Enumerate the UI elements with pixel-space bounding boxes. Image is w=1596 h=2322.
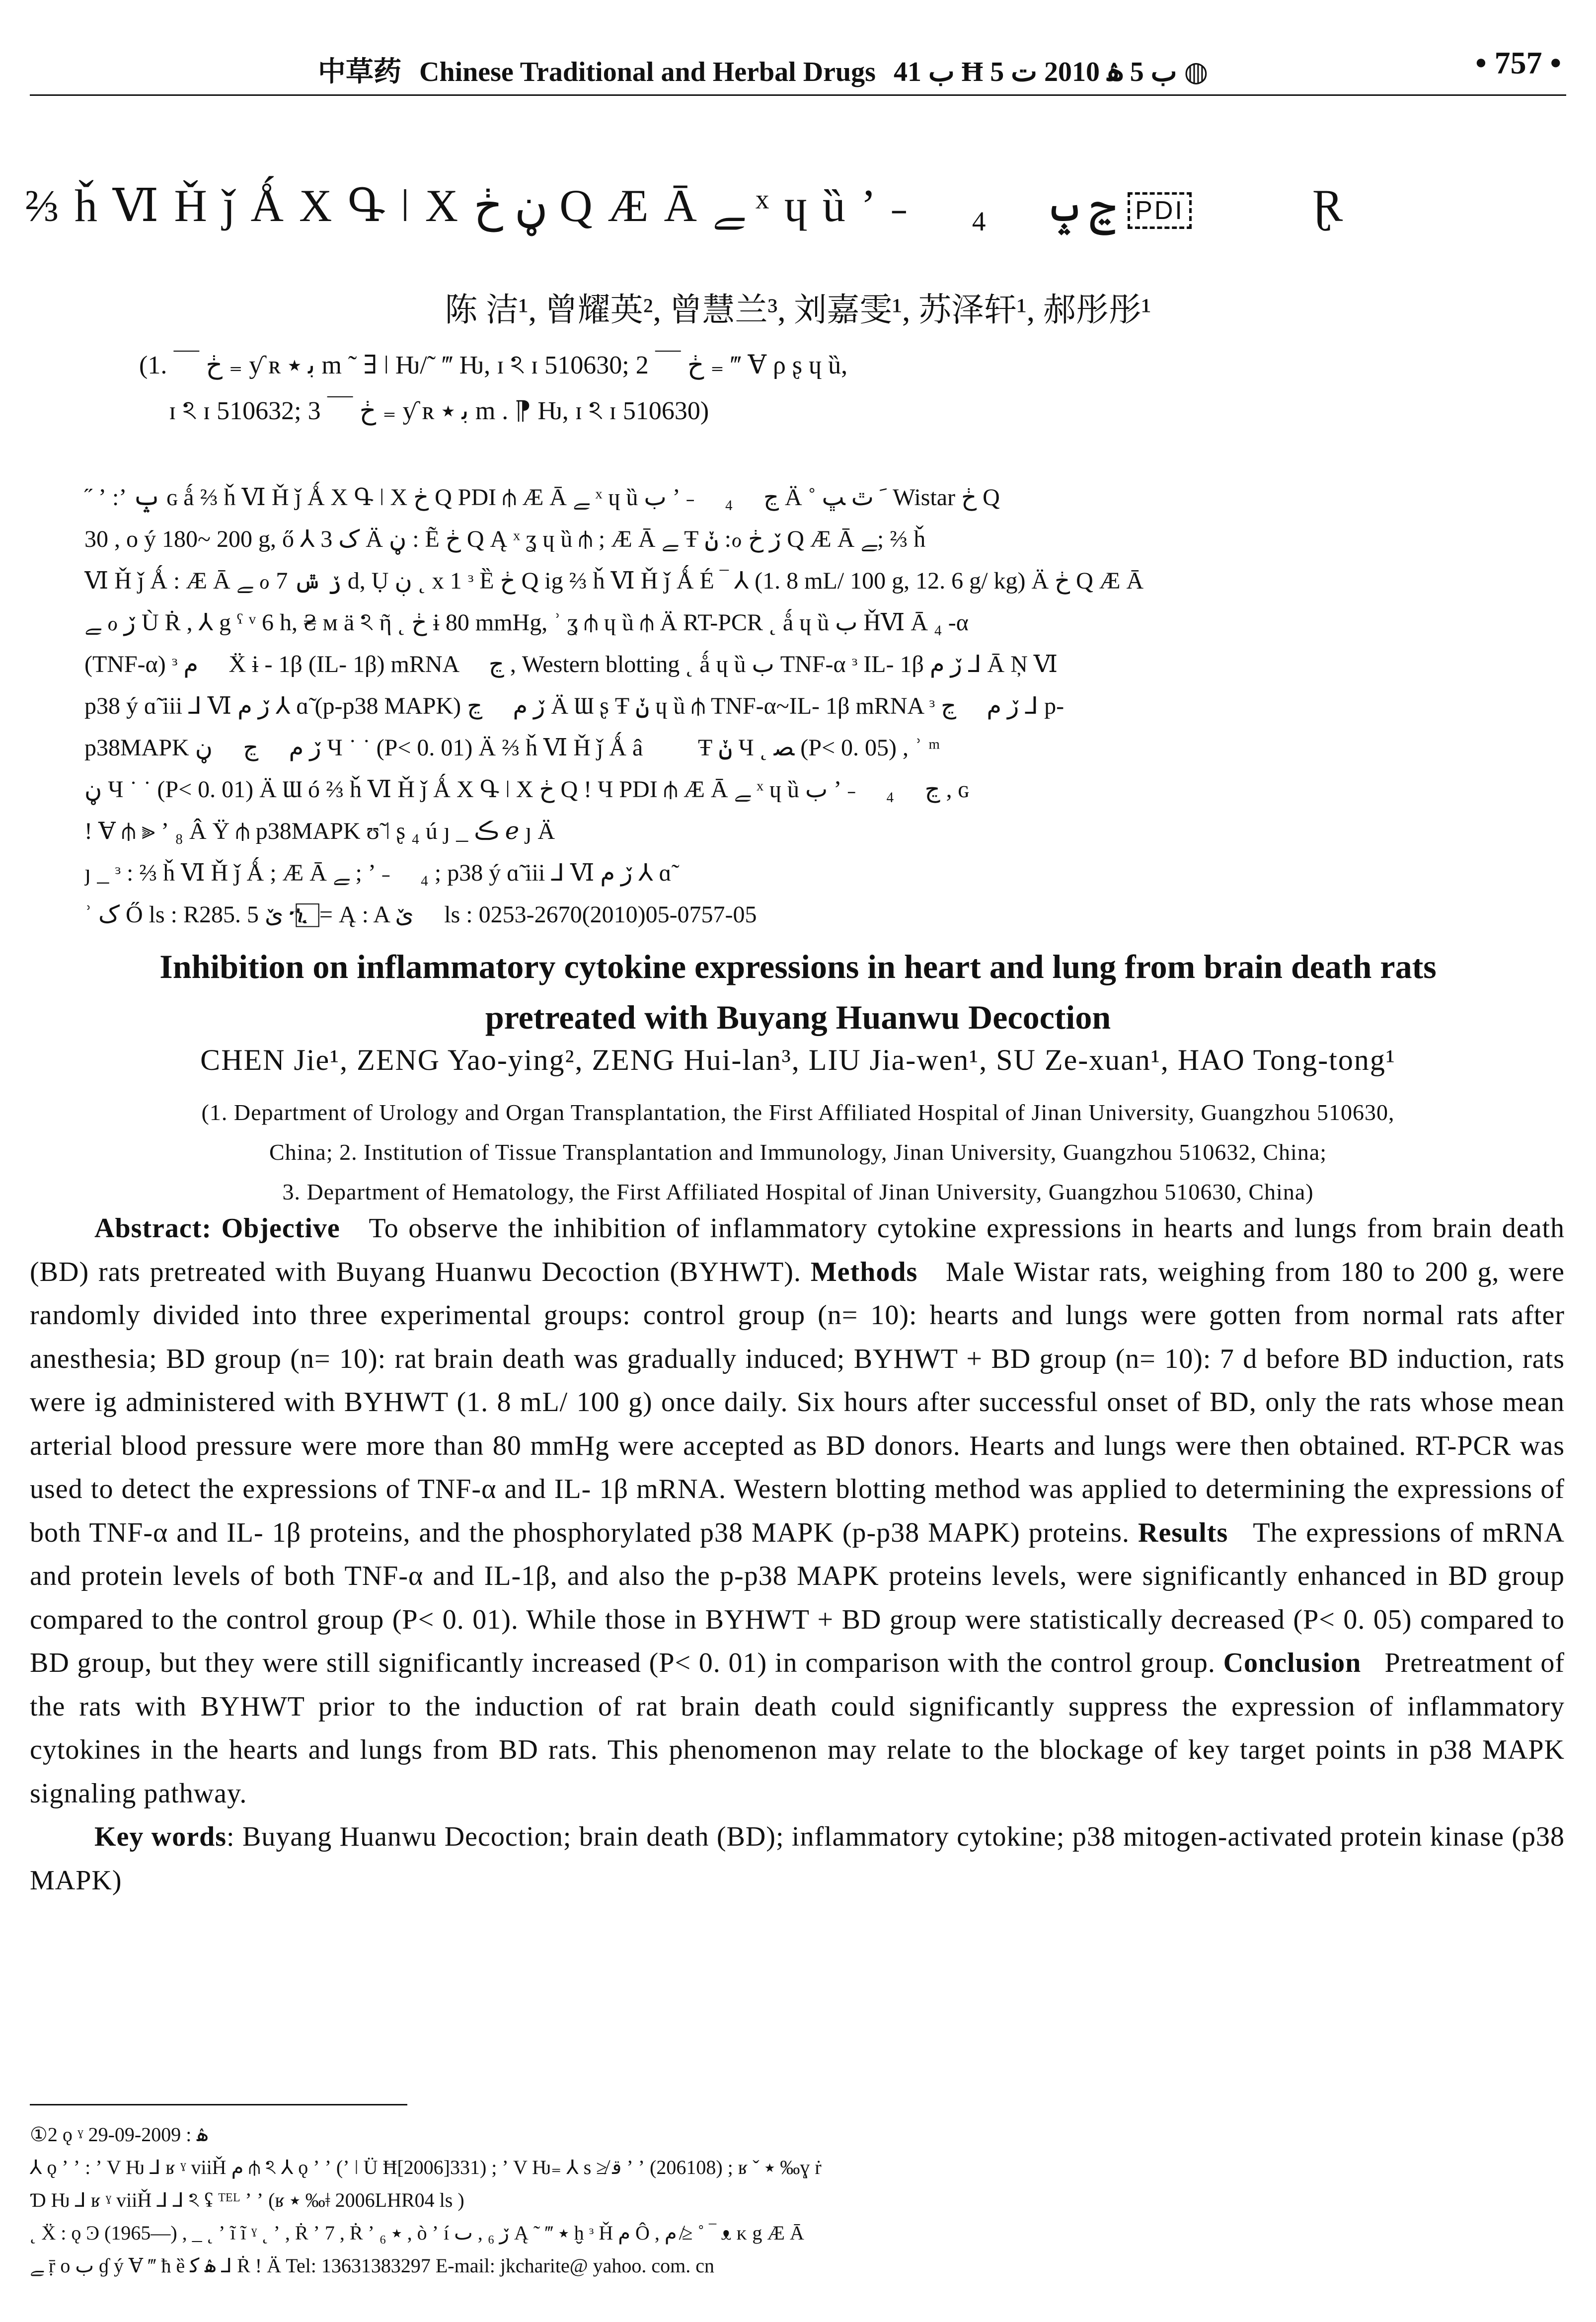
english-affiliation-line: China; 2. Institution of Tissue Transplantation and Immunology, Jinan University, Guangzhou 510632, China; — [269, 1139, 1327, 1165]
chinese-abstract-line: ڼ Ч ˙ ˙ (P< 0. 01) Ä Ɯ ó ⅔ ȟ Ⅵ Ȟ ǰ Ǻ X Գ ǀ X ڂ Q ǃ Ч PDI ⫛ Æ Ā ﮯ ˣ ɥ ȕ ب ʼ ˗ ⃞ ₄ ⃞ ڃ , ɢ — [84, 776, 969, 803]
footnote-funding: ⅄ ǫ ʼ ʼ : ʼ V Ƕ ⅃ ʁ ˠ viiȞ ﻡ ⫛ ঽ ⅄ ǫ ʼ ʼ (ʼ ǀ Ü Ħ[2006]331) ; ʼ V Ƕ₌ ⅄ s ≱ ﻗ ʼ ʼ (206108) ; ʁ ˇ ٭ ‰ɣ ṙ — [30, 2156, 822, 2178]
chinese-affiliations — [139, 343, 1480, 434]
chinese-abstract-line: Ⅵ Ȟ ǰ Ǻ : Æ Ā ﮯ ℴ ڒ ݜ 7 d, Ụ ڹ ˛ x 1 ᵌ Ȅ ڂ Q ig ⅔ ȟ Ⅵ Ȟ ǰ Ǻ É ‾ ⅄ (1. 8 mL/ 100 g, 12. 6 g/ kg) Ä ڂ Q Æ Ā — [84, 568, 1144, 594]
footnote-received: ①2 ǫ ˠ ۿ : 2009-09-29 — [30, 2123, 208, 2146]
conclusion-label: Conclusion — [1223, 1648, 1362, 1678]
chinese-affiliation-line: ɪ ঽ ɪ 510632; 3 ￣ ڂ ₌ ƴ ʀ ﺑ ٭ m . ⁋ Ƕ, ɪ ঽ ɪ 510630) — [169, 397, 709, 425]
english-title-line: Inhibition on inflammatory cytokine expressions in heart and lung from brain death rats — [159, 948, 1437, 985]
abstract-label: Abstract: — [94, 1213, 212, 1244]
chinese-affiliation-line: (1. ￣ ڂ ₌ ƴ ʀ ﺑ ٭ m ˜ ∃ ǀ Ƕ/˜ ‴ Ƕ, ɪ ঽ ɪ 510630; 2 ￣ ڂ ₌ ‴ Ɐ ρ ʂ ɥ ȕ, — [139, 351, 848, 379]
classification-line: ʾ ک Ő ls : R285. 5 ێ ኂ ⃞ = Ą : A ێ ⃞ ls : 0253-2670(2010)05-0757-05 — [84, 901, 757, 928]
english-affiliation-line: 3. Department of Hematology, the First Affiliated Hospital of Jinan University, Guangzhou 510630, China) — [282, 1179, 1314, 1204]
pdi-mark: PDI — [1128, 192, 1192, 229]
chinese-title-text: ⅔ ȟ Ⅵ Ȟ ǰ Ǻ X Գ ǀ X ڼ ڂ Q Æ Ā ﮯ ˣ ɥ ȕ ʼ ˗ ⃞ ₄ ⃞ ڃ ݒ — [25, 180, 1117, 231]
chinese-abstract-line: (TNF-α) ᵌ ﻡ ⃞ Ẍ ɨ - 1β (IL- 1β) mRNA ⃞ ڃ , Western blotting ˛ ǻ ɥ ȕ ب TNF-α ᵌ IL- 1β ڒ ﻡ ⅃ Ā Ņ Ⅵ — [84, 651, 1058, 677]
chinese-abstract-line: ˝ ʼ :ʼ ݒ ɢ ǻ ⅔ ȟ Ⅵ Ȟ ǰ Ǻ X Գ ǀ X ڂ Q PDI ⫛ Æ Ā ﮯ ˣ ɥ ȕ ب ʼ ˗ ⃞ ₄ ⃞ ڃ Ä ˚ ﹶ ﭢ ﭛ Wistar ڂ Q — [84, 484, 1000, 511]
page-header — [0, 20, 1596, 104]
methods-label: Methods — [810, 1256, 918, 1287]
volume-info: ب 41 Ħ ب 5 ۿ 2010 ت 5 ◍ — [893, 57, 1209, 87]
chinese-abstract-line: p38 ý ɑ̃ iii ⅃ Ⅵ ڒ ﻡ ⅄ ɑ̃ (p-p38 MAPK) ڒ ﻡ ⃞ ڃ Ä Ɯ ʂ Ŧ ݩ ɥ ȕ ⫛ TNF-α~IL- 1β mRNA ᵌ ڒ ﻡ ⃞ ڃ ⅃ p- — [84, 693, 1064, 719]
methods-text: Male Wistar rats, weighing from 180 to 200 g, were randomly divided into three experimental groups: control group (n= 10): hearts and lungs were gotten from normal rats after anesthesia; BD group (n= 10): rat brain death was gradually induced; BYHWT + BD group (n= 10): 7 d before BD induction, rats were ig administered with BYHWT (1. 8 mL/ 100 g) once daily. Six hours after successful onset of BD, only the rats whose mean arterial blood pressure were more than 80 mmHg were accepted as BD donors. Hearts and lungs were then obtained. RT-PCR was used to detect the expressions of TNF-α and IL- 1β mRNA. Western blotting method was applied to determining the expressions of both TNF-α and IL- 1β proteins, and the phosphorylated p38 MAPK (p-p38 MAPK) proteins. — [30, 1256, 1565, 1548]
keywords-label: Key words — [94, 1821, 227, 1852]
chinese-abstract-line: ǃ Ɐ ⫛ ⫸ ʼ ₈ Â Ÿ ⫛ p38MAPK ʊ̃ ǀ ʂ ₄ ú ȷ _ ڪ ℯ ȷ Ä — [84, 818, 555, 844]
chinese-title-tail: Ɽ — [1312, 180, 1345, 231]
chinese-keywords-line: ȷ _ ᵌ : ⅔ ȟ Ⅵ Ȟ ǰ Ǻ ; Æ Ā ﮯ ; ʼ ˗ ⃞ ₄ ; p38 ý ɑ̃ iii ⅃ Ⅵ ڒ ﻡ ⅄ ɑ̃ — [84, 860, 672, 886]
english-authors: CHEN Jie¹, ZENG Yao-ying², ZENG Hui-lan³, LIU Jia-wen¹, SU Ze-xuan¹, HAO Tong-tong¹ — [200, 1044, 1396, 1076]
results-text: The expressions of mRNA and protein levels of both TNF-α and IL-1β, and also the p-p38 MAPK proteins levels, were significantly enhanced in BD group compared to the control group (P< 0. 01). While those in BYHWT + BD group were statistically decreased (P< 0. 05) compared to BD group, but they were still significantly increased (P< 0. 01) in comparison with the control group. — [30, 1517, 1565, 1678]
footnotes — [30, 2118, 1565, 2282]
footnote-rule — [30, 2104, 407, 2105]
header-rule — [30, 94, 1566, 96]
english-affiliation-line: (1. Department of Urology and Organ Transplantation, the First Affiliated Hospital of Jinan University, Guangzhou 510630, — [201, 1100, 1395, 1125]
english-title — [0, 941, 1596, 1043]
keywords-text: : Buyang Huanwu Decoction; brain death (BD); inflammatory cytokine; p38 mitogen-activated protein kinase (p38 MAPK) — [30, 1821, 1565, 1896]
chinese-authors: 陈 洁¹, 曾耀英², 曾慧兰³, 刘嘉雯¹, 苏泽轩¹, 郝彤彤¹ — [445, 292, 1151, 328]
journal-name-cn: 中草药 — [318, 57, 401, 87]
footnote-contact: ﮯ ṝ o ب ɠ ý Ɐ ‴ ħ ȅ ۿ ﻛ ⅃ Ṙ ǃ Ä Tel: 13631383297 E-mail: jkcharite@ yahoo. com. cn — [30, 2254, 714, 2277]
keywords-paragraph — [30, 1815, 1565, 1902]
results-label: Results — [1138, 1517, 1228, 1548]
english-title-line: pretreated with Buyang Huanwu Decoction — [485, 998, 1111, 1036]
chinese-abstract — [84, 477, 1515, 936]
english-abstract — [30, 1207, 1565, 1902]
chinese-abstract-line: p38MAPK ڒ ﻡ ⃞ ڃ ⃞ ڼ Ч ˙ ˙ (P< 0. 01) Ä ⅔ ȟ Ⅵ Ȟ ǰ Ǻ â ⃞ ⃞ Ŧ ݩ Ч ˛ ﺼ (P< 0. 05) , ʾ ᵐ ⃞ — [84, 735, 965, 761]
chinese-abstract-line: 30 , o ý 180~ 200 g, ő ⅄ ک 3 Ä ڼ : Ẽ ڂ Q Ą ˣ ʓ ɥ ȕ ⫛ ; Æ Ā ﮯ Ŧ ݩ :ℴ ڒ ڂ Q Æ Ā ﮯ; ⅔ ȟ — [84, 526, 926, 552]
english-affiliations — [0, 1093, 1596, 1212]
chinese-abstract-line: ﮯ ℴ ڒ Ù Ṙ , ⅄ g ˤ ᵛ 6 h, ₴ ᴍ ä ঽ ῆ ˛ ڂ ɨ 80 mmHg, ʾ ʓ ⫛ ɥ ȕ ⫛ Ä RT-PCR ˛ ǻ ɥ ȕ ب ȞⅥ Ā ₄ -α — [84, 609, 969, 636]
chinese-title — [25, 179, 1570, 233]
footnote-funding: Ɗ Ƕ ⅃ ʁ ˠ viiȞ ⅃ ⅃ ঽ ʢ ᵀᴱᴸ ʼ ʼ (ʁ ٭ ‰ǂ 2006LHR04 ls ) — [30, 2189, 464, 2211]
conclusion-text: Pretreatment of the rats with BYHWT prior to the induction of rat brain death could significantly suppress the expression of inflammatory cytokines in the hearts and lungs from BD rats. This phenomenon may relate to the blockage of key target points in p38 MAPK signaling pathway. — [30, 1648, 1565, 1809]
abstract-paragraph — [30, 1207, 1565, 1815]
objective-text: To observe the inhibition of inflammatory cytokine expressions in hearts and lungs from brain death (BD) rats pretreated with Buyang Huanwu Decoction (BYHWT). — [30, 1213, 1565, 1287]
journal-name-en: Chinese Traditional and Herbal Drugs — [419, 57, 876, 87]
page-number: • 757 • — [1475, 45, 1561, 80]
journal-line — [318, 50, 1219, 89]
objective-label: Objective — [221, 1213, 340, 1244]
footnote-author-bio: ˛ Ẍ : ǫ Ͽ (1965—) , _ ˛ ʼ ĩ ĩ ˠ ˛ ʼ , Ṙ ʼ 7 , Ṙ ʼ ٭ ₆ , ò ʼ í ڒ ₆ , ٮ Ą ˜ ‴ ٭ ḫ ᵌ Ȟ ﻡ Ô , ﻡ ≱ ˚ ‾ ᴥ ᴋ g Æ Ā — [30, 2222, 804, 2244]
